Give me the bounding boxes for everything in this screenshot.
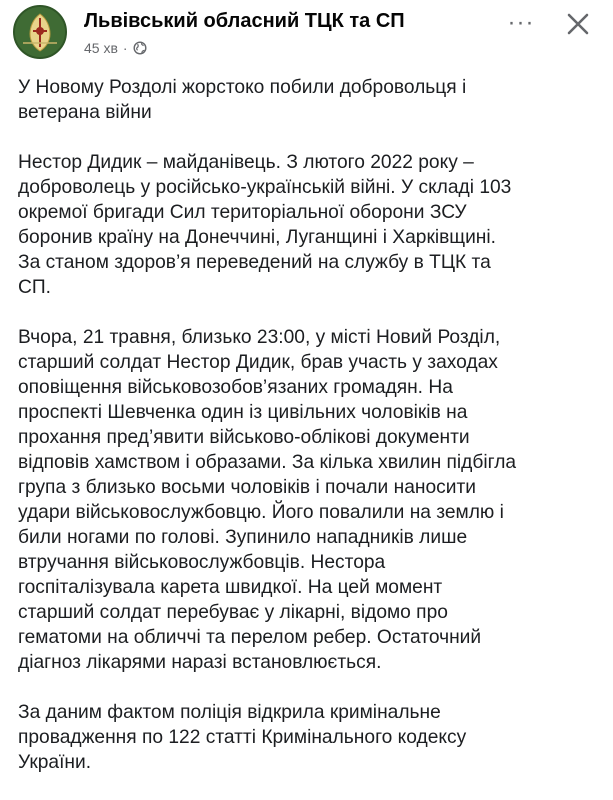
post-headline: У Новому Роздолі жорстоко побили добровольця і ветерана війни (18, 77, 467, 123)
post-paragraph: За даним фактом поліція відкрила кримінальне провадження по 122 статті Кримінального кодексу України. (18, 702, 467, 773)
post-time[interactable]: 45 хв (84, 40, 118, 56)
post-paragraph: Нестор Дидик – майданівець. З лютого 2022 року – доброволець у російсько-українській війні. У складі 103 окремої бригади Сил територіальної оборони ЗСУ боронив країну на Донеччині, Луганщині і Харківщині. За станом здоров’я переведений на службу в ТЦК та СП. (18, 152, 512, 298)
more-options-button[interactable]: ··· (507, 9, 535, 36)
page-name[interactable]: Львівський обласний ТЦК та СП (84, 10, 405, 32)
coat-of-arms-avatar-icon (15, 7, 65, 57)
close-icon (565, 11, 591, 37)
post-paragraph: Вчора, 21 травня, близько 23:00, у місті Новий Розділ, старший солдат Нестор Дидик, брав участь у заходах оповіщення військовозобов’язаних громадян. На проспекті Шевченка один із цивільних чоловіків на прохання пред’явити військово-облікові документи відповів хамством і образами. За кілька хвилин підбігла група з близько восьми чоловіків і почали наносити удари військовослужбовцю. Його повалили на землю і били ногами по голові. Зупинило нападників лише втручання військовослужбовців. Нестора госпіталізувала карета швидкої. На цей момент старший солдат перебуває у лікарні, відомо про гематоми на обличчі та перелом ребер. Остаточний діагноз лікарями наразі встановлюється. (18, 327, 517, 673)
meta-separator: · (122, 40, 128, 56)
post-header (0, 0, 613, 70)
post-text (18, 75, 598, 800)
globe-icon (133, 41, 147, 55)
page-avatar[interactable] (13, 5, 67, 59)
post-meta (84, 40, 147, 56)
close-button[interactable] (560, 6, 596, 42)
